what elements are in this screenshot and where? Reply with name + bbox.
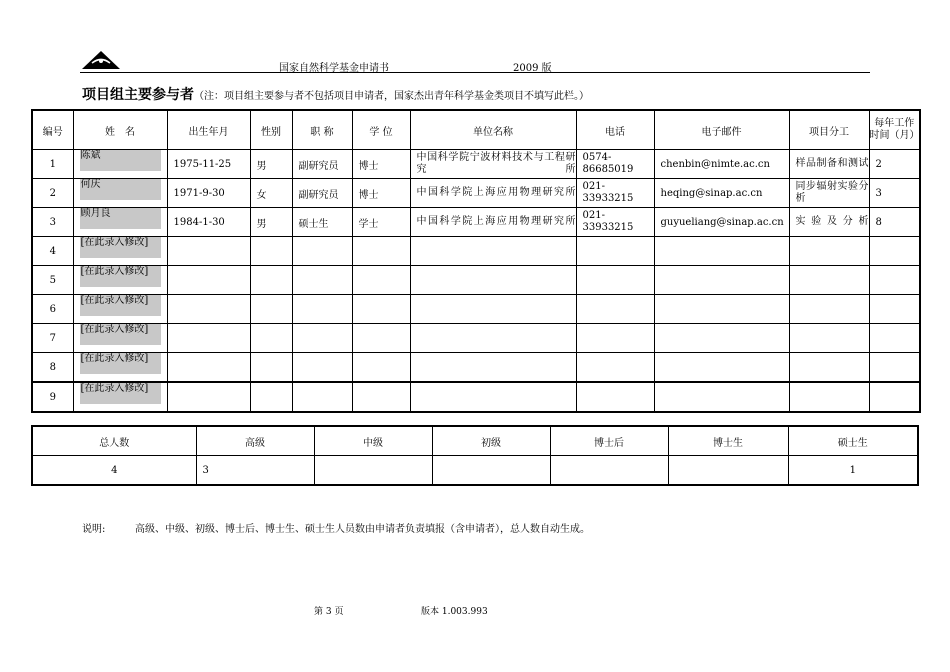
email-cell[interactable]: guyueliang@sinap.ac.cn (654, 208, 789, 237)
member-name-field[interactable] (73, 179, 167, 208)
birth-date-cell[interactable] (167, 382, 250, 412)
unit-name-cell[interactable] (410, 237, 576, 266)
role-cell[interactable] (789, 237, 869, 266)
unit-name-cell[interactable]: 中国科学院上海应用物理研究所 (410, 179, 576, 208)
gender-cell[interactable]: 男 (250, 208, 292, 237)
section-heading (82, 84, 589, 104)
gender-cell[interactable] (250, 266, 292, 295)
header-version: 2009 版 (513, 63, 552, 74)
email-cell[interactable] (654, 295, 789, 324)
title-cell[interactable] (292, 266, 352, 295)
birth-date-cell[interactable] (167, 353, 250, 383)
phone-cell[interactable] (576, 353, 654, 383)
work-months-cell[interactable] (869, 295, 920, 324)
summary-header: 博士后 (550, 426, 668, 456)
summary-table (31, 425, 919, 486)
degree-cell[interactable] (352, 295, 410, 324)
table-row (32, 208, 920, 237)
col-header: 出生年月 (167, 110, 250, 150)
member-name-field[interactable] (73, 150, 167, 179)
row-index: 1 (32, 150, 73, 179)
phone-cell[interactable]: 0574-86685019 (576, 150, 654, 179)
member-name-input[interactable]: [在此录入修改] (80, 383, 161, 404)
unit-name-cell[interactable] (410, 266, 576, 295)
table-row (32, 237, 920, 266)
section-title: 项目组主要参与者 (82, 87, 194, 103)
member-name-field[interactable] (73, 382, 167, 412)
phone-cell[interactable]: 021-33933215 (576, 179, 654, 208)
summary-header: 中级 (314, 426, 432, 456)
col-header: 职 称 (292, 110, 352, 150)
explanation-text: 高级、中级、初级、博士后、博士生、硕士生人员数由申请者负责填报（含申请者），总人数自动生成。 (135, 524, 590, 535)
row-index: 4 (32, 237, 73, 266)
work-months-cell[interactable] (869, 382, 920, 412)
birth-date-cell[interactable] (167, 295, 250, 324)
phone-cell[interactable]: 021-33933215 (576, 208, 654, 237)
email-cell[interactable] (654, 382, 789, 412)
birth-date-cell[interactable]: 1984-1-30 (167, 208, 250, 237)
member-name-field[interactable] (73, 208, 167, 237)
birth-date-cell[interactable] (167, 266, 250, 295)
unit-name-cell[interactable]: 中国科学院宁波材料技术与工程研究所 (410, 150, 576, 179)
col-header: 姓 名 (73, 110, 167, 150)
row-index: 2 (32, 179, 73, 208)
row-index: 5 (32, 266, 73, 295)
col-header: 性别 (250, 110, 292, 150)
summary-postdoc-value[interactable] (550, 456, 668, 486)
table-row (32, 295, 920, 324)
unit-name-cell[interactable] (410, 324, 576, 353)
degree-cell[interactable] (352, 382, 410, 412)
phone-cell[interactable] (576, 237, 654, 266)
work-months-cell[interactable] (869, 353, 920, 383)
gender-cell[interactable] (250, 353, 292, 383)
gender-cell[interactable] (250, 295, 292, 324)
birth-date-cell[interactable]: 1971-9-30 (167, 179, 250, 208)
summary-header-row (32, 426, 918, 456)
header-title: 国家自然科学基金申请书 (279, 63, 389, 74)
col-header: 每年工作时间（月） (869, 110, 920, 150)
title-cell[interactable]: 硕士生 (292, 208, 352, 237)
row-index: 6 (32, 295, 73, 324)
table-row (32, 150, 920, 179)
gender-cell[interactable]: 女 (250, 179, 292, 208)
col-header: 电话 (576, 110, 654, 150)
degree-cell[interactable] (352, 266, 410, 295)
role-cell[interactable] (789, 324, 869, 353)
degree-cell[interactable] (352, 237, 410, 266)
members-header-row (32, 110, 920, 150)
birth-date-cell[interactable] (167, 324, 250, 353)
work-months-cell[interactable] (869, 324, 920, 353)
nsfc-logo-icon (82, 50, 120, 70)
degree-cell[interactable]: 博士 (352, 179, 410, 208)
member-name-input[interactable]: [在此录入修改] (80, 353, 161, 374)
row-index: 3 (32, 208, 73, 237)
member-name-input[interactable]: [在此录入修改] (80, 324, 161, 345)
work-months-cell[interactable] (869, 266, 920, 295)
summary-junior-value[interactable] (432, 456, 550, 486)
email-cell[interactable] (654, 324, 789, 353)
unit-name-cell[interactable] (410, 382, 576, 412)
summary-phd-value[interactable] (668, 456, 788, 486)
col-header: 编号 (32, 110, 73, 150)
degree-cell[interactable] (352, 353, 410, 383)
email-cell[interactable] (654, 266, 789, 295)
col-header: 单位名称 (410, 110, 576, 150)
member-name-field[interactable] (73, 324, 167, 353)
footer-version: 版本 1.003.993 (421, 607, 488, 617)
summary-middle-value[interactable] (314, 456, 432, 486)
gender-cell[interactable] (250, 382, 292, 412)
phone-cell[interactable] (576, 382, 654, 412)
gender-cell[interactable]: 男 (250, 150, 292, 179)
col-header: 电子邮件 (654, 110, 789, 150)
role-cell[interactable]: 样品制备和测试 (789, 150, 869, 179)
row-index: 9 (32, 382, 73, 412)
role-cell[interactable] (789, 382, 869, 412)
degree-cell[interactable] (352, 324, 410, 353)
summary-header: 博士生 (668, 426, 788, 456)
summary-header: 高级 (196, 426, 314, 456)
member-name-input[interactable]: 陈斌 (80, 150, 161, 171)
member-name-field[interactable] (73, 353, 167, 383)
phone-cell[interactable] (576, 324, 654, 353)
header-rule (80, 72, 870, 73)
title-cell[interactable] (292, 353, 352, 383)
table-row (32, 382, 920, 412)
footer-page: 第 3 页 (314, 607, 344, 617)
summary-header: 初级 (432, 426, 550, 456)
row-index: 7 (32, 324, 73, 353)
col-header: 项目分工 (789, 110, 869, 150)
explanation (82, 520, 590, 535)
birth-date-cell[interactable]: 1975-11-25 (167, 150, 250, 179)
table-row (32, 179, 920, 208)
section-note: （注：项目组主要参与者不包括项目申请者，国家杰出青年科学基金类项目不填写此栏。） (194, 91, 589, 102)
title-cell[interactable]: 副研究员 (292, 179, 352, 208)
degree-cell[interactable]: 博士 (352, 150, 410, 179)
explanation-label: 说明: (82, 524, 106, 535)
summary-total-value[interactable]: 4 (32, 456, 196, 486)
phone-cell[interactable] (576, 295, 654, 324)
phone-cell[interactable] (576, 266, 654, 295)
work-months-cell[interactable]: 2 (869, 150, 920, 179)
member-name-input[interactable]: 何庆 (80, 179, 161, 200)
unit-name-cell[interactable] (410, 353, 576, 383)
email-cell[interactable]: chenbin@nimte.ac.cn (654, 150, 789, 179)
member-name-input[interactable]: [在此录入修改] (80, 295, 161, 316)
role-cell[interactable]: 实验及分析 (789, 208, 869, 237)
title-cell[interactable] (292, 382, 352, 412)
summary-master-value[interactable]: 1 (788, 456, 918, 486)
col-header: 学 位 (352, 110, 410, 150)
title-cell[interactable]: 副研究员 (292, 150, 352, 179)
role-cell[interactable] (789, 295, 869, 324)
member-name-field[interactable] (73, 295, 167, 324)
summary-senior-value[interactable]: 3 (196, 456, 314, 486)
row-index: 8 (32, 353, 73, 383)
member-name-field[interactable] (73, 266, 167, 295)
role-cell[interactable]: 同步辐射实验分析 (789, 179, 869, 208)
birth-date-cell[interactable] (167, 237, 250, 266)
email-cell[interactable]: heqing@sinap.ac.cn (654, 179, 789, 208)
email-cell[interactable] (654, 237, 789, 266)
member-name-input[interactable]: [在此录入修改] (80, 266, 161, 287)
degree-cell[interactable]: 学士 (352, 208, 410, 237)
member-name-input[interactable]: [在此录入修改] (80, 237, 161, 258)
member-name-field[interactable] (73, 237, 167, 266)
unit-name-cell[interactable] (410, 295, 576, 324)
email-cell[interactable] (654, 353, 789, 383)
title-cell[interactable] (292, 324, 352, 353)
summary-header: 硕士生 (788, 426, 918, 456)
unit-name-cell[interactable]: 中国科学院上海应用物理研究所 (410, 208, 576, 237)
table-row (32, 266, 920, 295)
table-row (32, 324, 920, 353)
role-cell[interactable] (789, 353, 869, 383)
work-months-cell[interactable] (869, 237, 920, 266)
title-cell[interactable] (292, 295, 352, 324)
table-row (32, 353, 920, 383)
title-cell[interactable] (292, 237, 352, 266)
gender-cell[interactable] (250, 237, 292, 266)
role-cell[interactable] (789, 266, 869, 295)
summary-values-row (32, 456, 918, 486)
work-months-cell[interactable]: 3 (869, 179, 920, 208)
summary-header: 总人数 (32, 426, 196, 456)
work-months-cell[interactable]: 8 (869, 208, 920, 237)
member-name-input[interactable]: 顾月良 (80, 208, 161, 229)
gender-cell[interactable] (250, 324, 292, 353)
members-table (31, 109, 921, 413)
